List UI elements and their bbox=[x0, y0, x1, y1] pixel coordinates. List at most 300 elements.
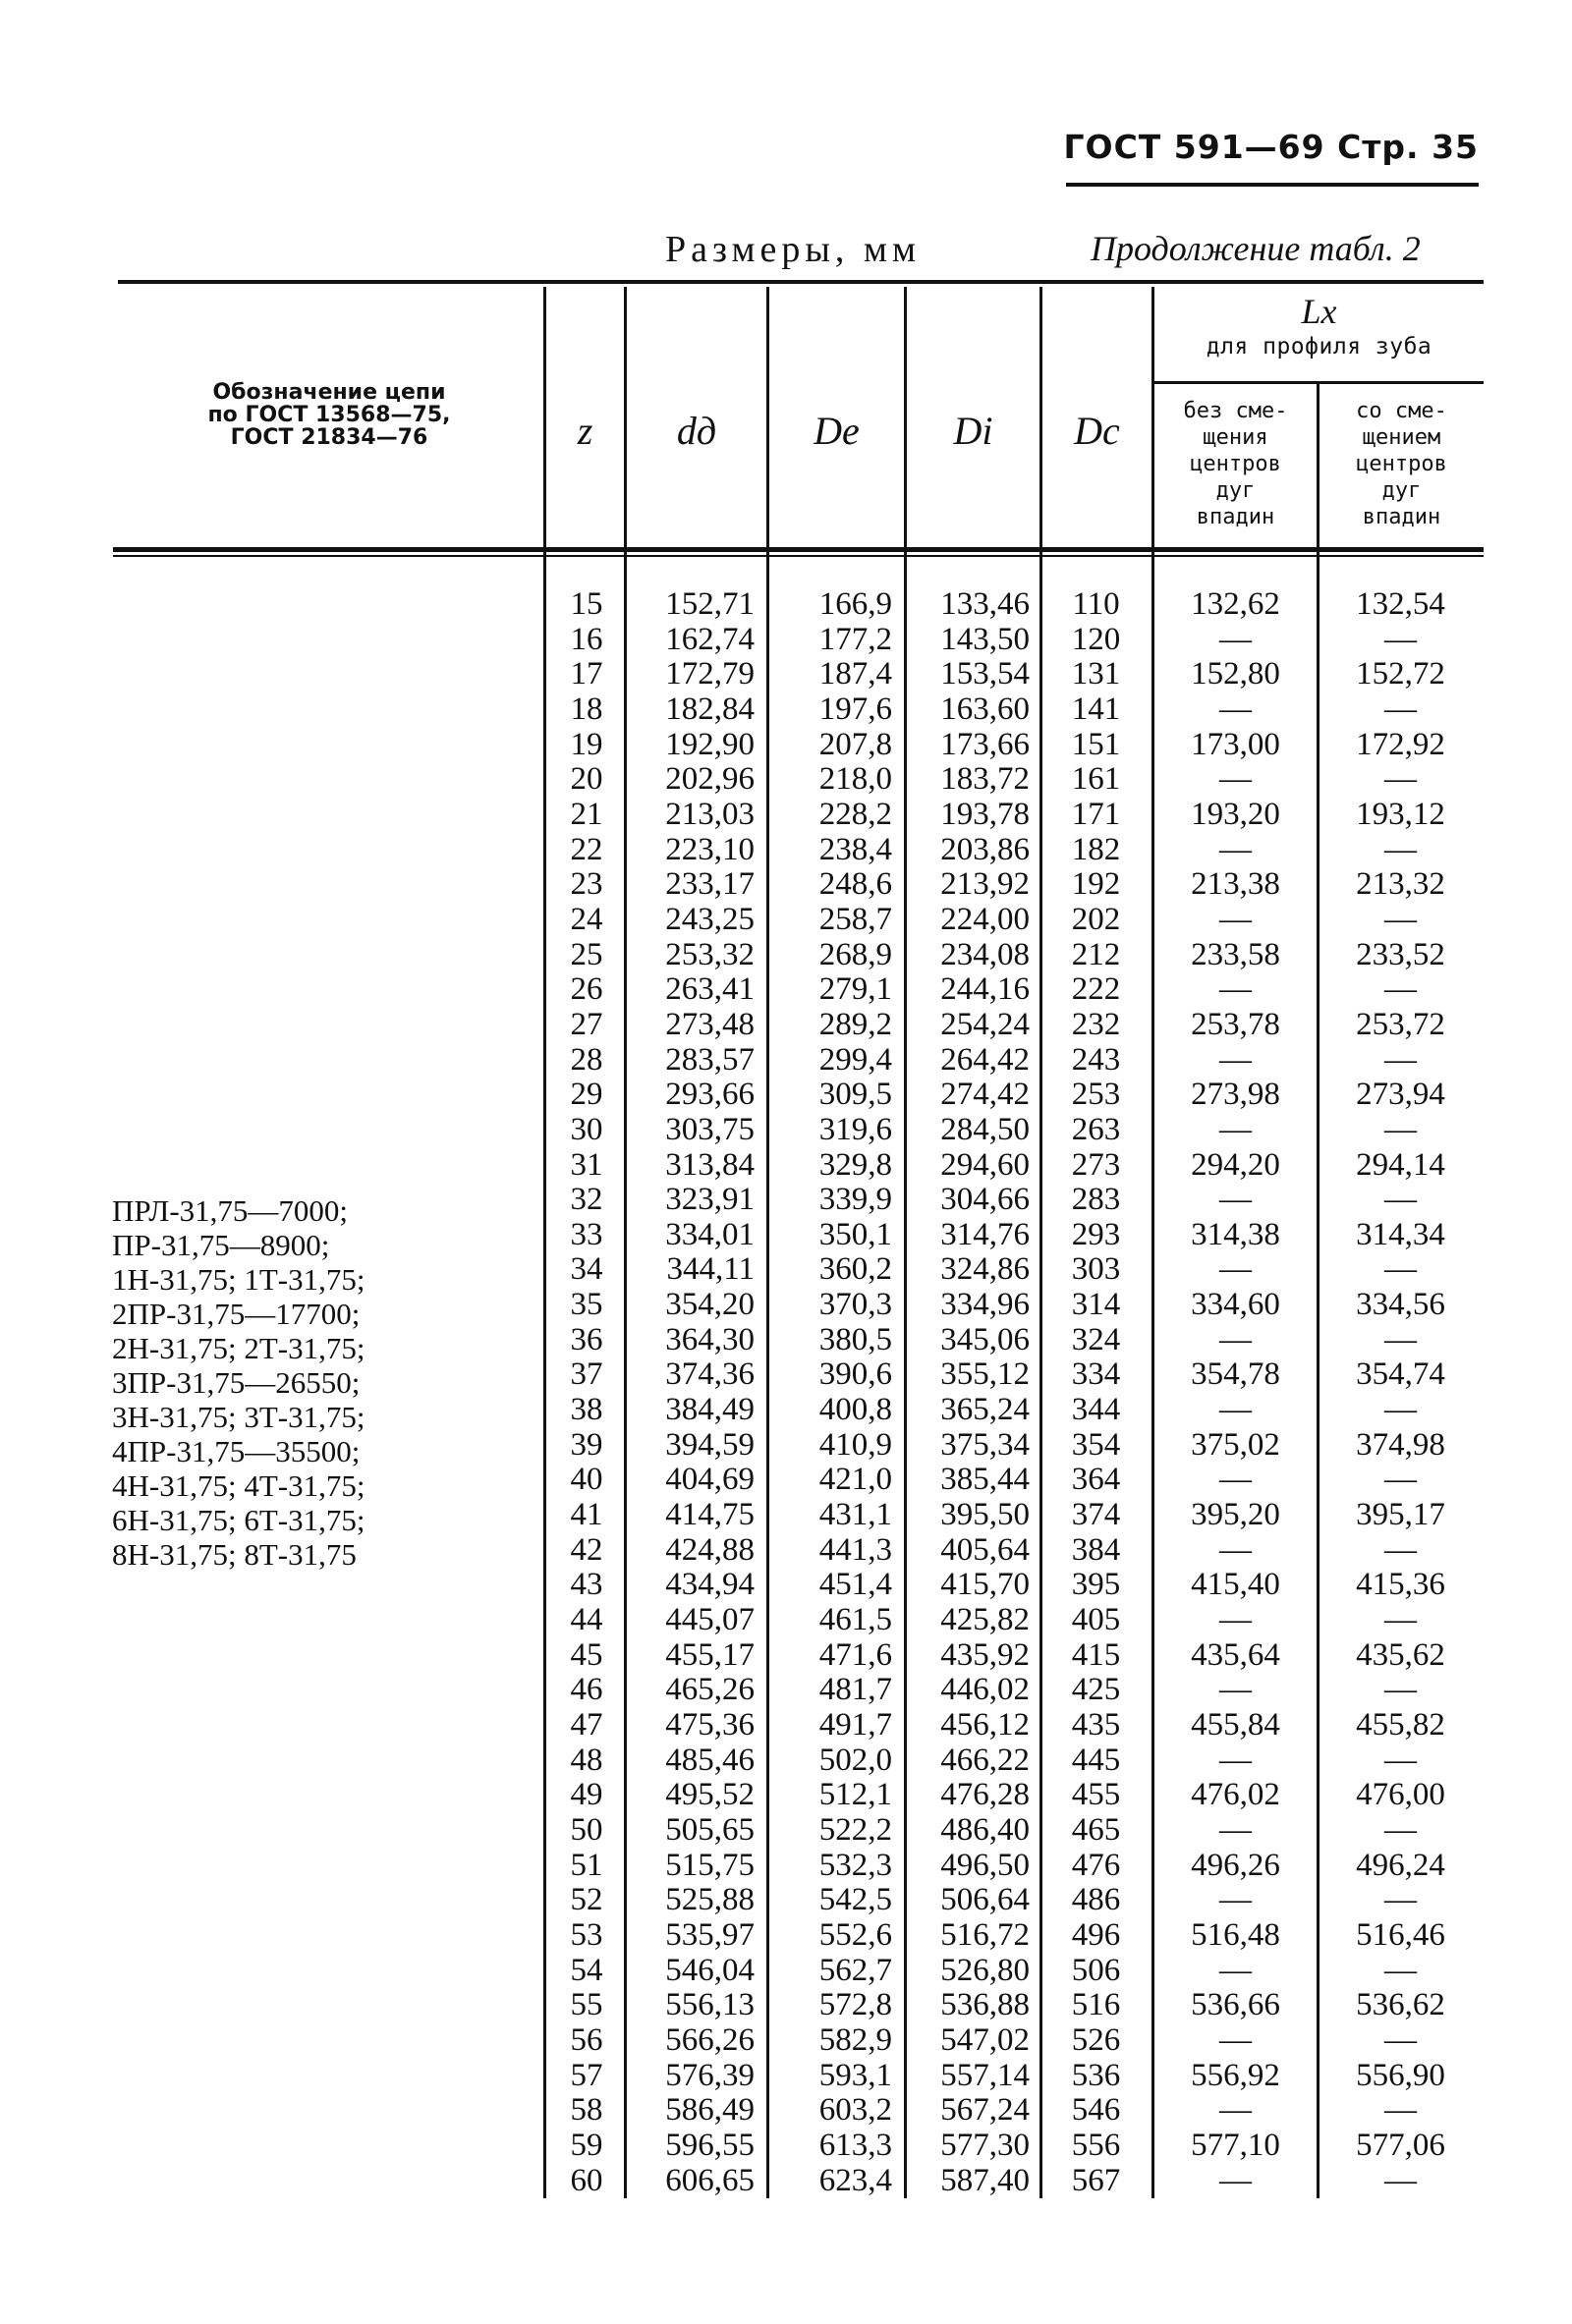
table-cell: 324,86 bbox=[940, 1251, 1030, 1288]
table-cell: 471,6 bbox=[818, 1636, 892, 1673]
column-divider bbox=[1151, 287, 1154, 2198]
table-cell: — bbox=[1219, 761, 1252, 798]
table-cell: — bbox=[1384, 1882, 1417, 1918]
table-cell: — bbox=[1219, 1882, 1252, 1918]
designation-line: 2Н-31,75; 2Т-31,75; bbox=[112, 1331, 365, 1365]
table-cell: — bbox=[1384, 1462, 1417, 1498]
table-cell: 465,26 bbox=[665, 1672, 755, 1708]
table-cell: 395,20 bbox=[1191, 1497, 1280, 1533]
table-cell: — bbox=[1384, 761, 1417, 798]
table-cell: — bbox=[1219, 1462, 1252, 1498]
table-cell: 496,50 bbox=[940, 1847, 1030, 1883]
table-cell: 303,75 bbox=[665, 1111, 755, 1147]
table-cell: — bbox=[1384, 1672, 1417, 1708]
table-cell: 623,4 bbox=[818, 2162, 892, 2198]
table-cell: 37 bbox=[570, 1356, 603, 1393]
table-cell: 526 bbox=[1071, 2021, 1121, 2058]
table-cell: 552,6 bbox=[818, 1916, 892, 1953]
table-cell: 187,4 bbox=[818, 656, 892, 692]
header-lx-shift: со сме- щением центров дуг впадин bbox=[1356, 399, 1447, 529]
table-cell: 445,07 bbox=[665, 1602, 755, 1638]
table-cell: 364 bbox=[1071, 1462, 1121, 1498]
table-cell: 476,02 bbox=[1191, 1777, 1280, 1813]
chain-designations bbox=[112, 1193, 365, 1572]
table-cell: — bbox=[1384, 2162, 1417, 2198]
table-cell: 535,97 bbox=[665, 1916, 755, 1953]
table-cell: 536,88 bbox=[940, 1987, 1030, 2023]
table-cell: 421,0 bbox=[818, 1462, 892, 1498]
table-cell: 56 bbox=[570, 2021, 603, 2058]
table-cell: — bbox=[1384, 901, 1417, 937]
table-cell: 29 bbox=[570, 1077, 603, 1113]
table-cell: 475,36 bbox=[665, 1707, 755, 1743]
table-cell: 526,80 bbox=[940, 1952, 1030, 1988]
table-cell: 547,02 bbox=[940, 2021, 1030, 2058]
table-cell: 20 bbox=[570, 761, 603, 798]
sizes-caption: Размеры, мм bbox=[665, 229, 922, 270]
table-cell: — bbox=[1219, 1251, 1252, 1288]
table-cell: 279,1 bbox=[818, 971, 892, 1008]
table-cell: 323,91 bbox=[665, 1182, 755, 1218]
table-cell: 35 bbox=[570, 1287, 603, 1323]
table-cell: 476 bbox=[1071, 1847, 1121, 1883]
table-cell: 172,79 bbox=[665, 656, 755, 692]
table-cell: 303 bbox=[1071, 1251, 1121, 1288]
table-cell: 26 bbox=[570, 971, 603, 1008]
table-cell: 455,82 bbox=[1356, 1707, 1445, 1743]
designation-line: 8Н-31,75; 8Т-31,75 bbox=[112, 1537, 357, 1572]
table-cell: 224,00 bbox=[940, 901, 1030, 937]
table-cell: 374 bbox=[1071, 1497, 1121, 1533]
table-cell: 213,03 bbox=[665, 796, 755, 832]
table-cell: 172,92 bbox=[1356, 726, 1445, 762]
table-cell: 274,42 bbox=[940, 1077, 1030, 1113]
table-cell: 238,4 bbox=[818, 831, 892, 867]
table-cell: 18 bbox=[570, 691, 603, 727]
table-cell: 30 bbox=[570, 1111, 603, 1147]
table-cell: 486 bbox=[1071, 1882, 1121, 1918]
table-cell: 24 bbox=[570, 901, 603, 937]
table-cell: 384 bbox=[1071, 1531, 1121, 1568]
table-cell: 232 bbox=[1071, 1006, 1121, 1042]
table-cell: 264,42 bbox=[940, 1041, 1030, 1078]
table-cell: 380,5 bbox=[818, 1321, 892, 1357]
table-cell: — bbox=[1219, 621, 1252, 657]
table-cell: 334 bbox=[1071, 1356, 1121, 1393]
table-cell: 415,40 bbox=[1191, 1567, 1280, 1603]
table-cell: 395 bbox=[1071, 1567, 1121, 1603]
table-cell: 152,80 bbox=[1191, 656, 1280, 692]
table-cell: 319,6 bbox=[818, 1111, 892, 1147]
table-cell: 485,46 bbox=[665, 1742, 755, 1778]
table-cell: 283 bbox=[1071, 1182, 1121, 1218]
table-cell: 141 bbox=[1071, 691, 1121, 727]
table-cell: 228,2 bbox=[818, 796, 892, 832]
header-dc: Dc bbox=[1074, 409, 1120, 453]
table-cell: 395,17 bbox=[1356, 1497, 1445, 1533]
table-cell: 415 bbox=[1071, 1636, 1121, 1673]
table-cell: 360,2 bbox=[818, 1251, 892, 1288]
designation-line: 3ПР-31,75—26550; bbox=[112, 1365, 361, 1400]
table-cell: — bbox=[1384, 1811, 1417, 1848]
table-cell: — bbox=[1219, 1952, 1252, 1988]
table-cell: — bbox=[1219, 1041, 1252, 1078]
table-cell: — bbox=[1219, 1811, 1252, 1848]
table-cell: 52 bbox=[570, 1882, 603, 1918]
table-cell: 283,57 bbox=[665, 1041, 755, 1078]
table-cell: — bbox=[1384, 691, 1417, 727]
table-cell: 202 bbox=[1071, 901, 1121, 937]
table-cell: 425 bbox=[1071, 1672, 1121, 1708]
table-cell: 435,64 bbox=[1191, 1636, 1280, 1673]
table-cell: 405 bbox=[1071, 1602, 1121, 1638]
table-cell: 451,4 bbox=[818, 1567, 892, 1603]
table-top-rule bbox=[118, 280, 1484, 284]
table-cell: 355,12 bbox=[940, 1356, 1030, 1393]
table-cell: 525,88 bbox=[665, 1882, 755, 1918]
table-cell: 263,41 bbox=[665, 971, 755, 1008]
table-cell: — bbox=[1219, 2092, 1252, 2129]
table-cell: 42 bbox=[570, 1531, 603, 1568]
column-dd bbox=[629, 587, 755, 2198]
table-cell: 192,90 bbox=[665, 726, 755, 762]
table-cell: 45 bbox=[570, 1636, 603, 1673]
table-cell: — bbox=[1384, 1392, 1417, 1428]
table-cell: 425,82 bbox=[940, 1602, 1030, 1638]
table-cell: 233,52 bbox=[1356, 936, 1445, 972]
table-cell: 49 bbox=[570, 1777, 603, 1813]
table-cell: 556,13 bbox=[665, 1987, 755, 2023]
table-cell: 455 bbox=[1071, 1777, 1121, 1813]
table-cell: 25 bbox=[570, 936, 603, 972]
table-cell: 222 bbox=[1071, 971, 1121, 1008]
table-cell: 374,98 bbox=[1356, 1426, 1445, 1463]
table-cell: 384,49 bbox=[665, 1392, 755, 1428]
table-cell: 161 bbox=[1071, 761, 1121, 798]
table-cell: — bbox=[1384, 1251, 1417, 1288]
table-cell: 375,34 bbox=[940, 1426, 1030, 1463]
table-cell: 313,84 bbox=[665, 1146, 755, 1183]
table-cell: 566,26 bbox=[665, 2021, 755, 2058]
table-cell: 394,59 bbox=[665, 1426, 755, 1463]
table-cell: 171 bbox=[1071, 796, 1121, 832]
table-cell: — bbox=[1219, 831, 1252, 867]
table-cell: 339,9 bbox=[818, 1182, 892, 1218]
table-cell: 370,3 bbox=[818, 1287, 892, 1323]
table-cell: 582,9 bbox=[818, 2021, 892, 2058]
table-cell: 33 bbox=[570, 1216, 603, 1252]
table-cell: 132,62 bbox=[1191, 586, 1280, 622]
table-cell: 324 bbox=[1071, 1321, 1121, 1357]
designation-line: 4ПР-31,75—35500; bbox=[112, 1434, 361, 1468]
header-di: Di bbox=[953, 409, 993, 453]
table-cell: 44 bbox=[570, 1602, 603, 1638]
table-cell: 143,50 bbox=[940, 621, 1030, 657]
table-cell: 213,32 bbox=[1356, 866, 1445, 903]
table-cell: 344,11 bbox=[666, 1251, 755, 1288]
column-divider bbox=[543, 287, 546, 2198]
table-cell: 577,30 bbox=[940, 2127, 1030, 2163]
table-cell: 273,48 bbox=[665, 1006, 755, 1042]
table-cell: 354,74 bbox=[1356, 1356, 1445, 1393]
table-cell: 542,5 bbox=[818, 1882, 892, 1918]
table-cell: 445 bbox=[1071, 1742, 1121, 1778]
table-cell: 435 bbox=[1071, 1707, 1121, 1743]
table-cell: 40 bbox=[570, 1462, 603, 1498]
table-cell: 57 bbox=[570, 2057, 603, 2093]
table-cell: 41 bbox=[570, 1497, 603, 1533]
table-cell: — bbox=[1384, 1321, 1417, 1357]
table-cell: 193,20 bbox=[1191, 796, 1280, 832]
table-cell: 55 bbox=[570, 1987, 603, 2023]
table-cell: 434,94 bbox=[665, 1567, 755, 1603]
continuation-caption: Продолжение табл. 2 bbox=[1091, 229, 1421, 268]
table-cell: 455,84 bbox=[1191, 1707, 1280, 1743]
column-divider bbox=[766, 287, 769, 2198]
table-cell: 253,32 bbox=[665, 936, 755, 972]
table-cell: 132,54 bbox=[1356, 586, 1445, 622]
table-cell: 166,9 bbox=[818, 586, 892, 622]
header-lx: Lx bbox=[1301, 292, 1337, 331]
table-cell: 415,70 bbox=[940, 1567, 1030, 1603]
table-cell: 556,92 bbox=[1191, 2057, 1280, 2093]
table-cell: 314,76 bbox=[940, 1216, 1030, 1252]
column-lx-no-shift bbox=[1159, 587, 1312, 2198]
table-cell: 263 bbox=[1071, 1111, 1121, 1147]
table-cell: 603,2 bbox=[818, 2092, 892, 2129]
table-cell: — bbox=[1219, 1111, 1252, 1147]
table-cell: 294,20 bbox=[1191, 1146, 1280, 1183]
header-bottom-rule-thin bbox=[113, 555, 1484, 557]
table-cell: 253 bbox=[1071, 1077, 1121, 1113]
table-cell: 47 bbox=[570, 1707, 603, 1743]
table-cell: 193,78 bbox=[940, 796, 1030, 832]
table-cell: 19 bbox=[570, 726, 603, 762]
table-cell: 546,04 bbox=[665, 1952, 755, 1988]
table-cell: 153,54 bbox=[940, 656, 1030, 692]
table-cell: 202,96 bbox=[665, 761, 755, 798]
table-cell: 314 bbox=[1071, 1287, 1121, 1323]
table-cell: 390,6 bbox=[818, 1356, 892, 1393]
table-cell: 431,1 bbox=[818, 1497, 892, 1533]
table-cell: 536,62 bbox=[1356, 1987, 1445, 2023]
table-cell: 404,69 bbox=[665, 1462, 755, 1498]
table-cell: 284,50 bbox=[940, 1111, 1030, 1147]
column-divider bbox=[1039, 287, 1042, 2198]
designation-line: 1Н-31,75; 1Т-31,75; bbox=[112, 1262, 365, 1297]
table-cell: 22 bbox=[570, 831, 603, 867]
table-cell: 596,55 bbox=[665, 2127, 755, 2163]
table-cell: — bbox=[1384, 1182, 1417, 1218]
table-cell: 567 bbox=[1071, 2162, 1121, 2198]
table-cell: 293 bbox=[1071, 1216, 1121, 1252]
table-cell: 516 bbox=[1071, 1987, 1121, 2023]
table-cell: 248,6 bbox=[818, 866, 892, 903]
table-cell: 32 bbox=[570, 1182, 603, 1218]
table-cell: 435,62 bbox=[1356, 1636, 1445, 1673]
table-cell: 27 bbox=[570, 1006, 603, 1042]
table-cell: 34 bbox=[570, 1251, 603, 1288]
table-cell: 593,1 bbox=[818, 2057, 892, 2093]
table-cell: 15 bbox=[570, 586, 603, 622]
table-cell: — bbox=[1219, 1182, 1252, 1218]
table-cell: — bbox=[1219, 901, 1252, 937]
table-cell: 183,72 bbox=[940, 761, 1030, 798]
table-cell: 562,7 bbox=[818, 1952, 892, 1988]
table-cell: 152,71 bbox=[665, 586, 755, 622]
table-cell: 491,7 bbox=[818, 1707, 892, 1743]
table-cell: 516,48 bbox=[1191, 1916, 1280, 1953]
table-cell: 522,2 bbox=[818, 1811, 892, 1848]
table-cell: 334,01 bbox=[665, 1216, 755, 1252]
table-cell: 17 bbox=[570, 656, 603, 692]
table-cell: 213,38 bbox=[1191, 866, 1280, 903]
table-cell: 385,44 bbox=[940, 1462, 1030, 1498]
table-cell: — bbox=[1219, 971, 1252, 1008]
table-cell: 54 bbox=[570, 1952, 603, 1988]
table-cell: 334,60 bbox=[1191, 1287, 1280, 1323]
table-cell: 576,39 bbox=[665, 2057, 755, 2093]
table-cell: 516,46 bbox=[1356, 1916, 1445, 1953]
table-cell: 243 bbox=[1071, 1041, 1121, 1078]
table-cell: 309,5 bbox=[818, 1077, 892, 1113]
table-cell: 435,92 bbox=[940, 1636, 1030, 1673]
table-cell: 21 bbox=[570, 796, 603, 832]
column-di bbox=[910, 587, 1030, 2198]
table-cell: 31 bbox=[570, 1146, 603, 1183]
table-cell: 496,24 bbox=[1356, 1847, 1445, 1883]
table-cell: 405,64 bbox=[940, 1531, 1030, 1568]
header-dd: dд bbox=[676, 409, 717, 453]
table-cell: 441,3 bbox=[818, 1531, 892, 1568]
table-cell: 50 bbox=[570, 1811, 603, 1848]
table-cell: — bbox=[1384, 831, 1417, 867]
table-cell: 244,16 bbox=[940, 971, 1030, 1008]
table-cell: — bbox=[1384, 2021, 1417, 2058]
table-cell: 375,02 bbox=[1191, 1426, 1280, 1463]
table-cell: 173,66 bbox=[940, 726, 1030, 762]
table-cell: 293,66 bbox=[665, 1077, 755, 1113]
table-cell: 536,66 bbox=[1191, 1987, 1280, 2023]
table-cell: 197,6 bbox=[818, 691, 892, 727]
table-cell: — bbox=[1219, 1531, 1252, 1568]
table-cell: 233,58 bbox=[1191, 936, 1280, 972]
table-cell: 496,26 bbox=[1191, 1847, 1280, 1883]
table-cell: 334,56 bbox=[1356, 1287, 1445, 1323]
table-cell: 476,00 bbox=[1356, 1777, 1445, 1813]
column-divider bbox=[1317, 384, 1319, 2198]
table-cell: 213,92 bbox=[940, 866, 1030, 903]
table-cell: 36 bbox=[570, 1321, 603, 1357]
table-cell: 254,24 bbox=[940, 1006, 1030, 1042]
table-cell: 294,60 bbox=[940, 1146, 1030, 1183]
table-cell: 365,24 bbox=[940, 1392, 1030, 1428]
table-cell: 182 bbox=[1071, 831, 1121, 867]
table-cell: 455,17 bbox=[665, 1636, 755, 1673]
table-cell: 586,49 bbox=[665, 2092, 755, 2129]
table-cell: 344 bbox=[1071, 1392, 1121, 1428]
table-cell: 299,4 bbox=[818, 1041, 892, 1078]
table-cell: 572,8 bbox=[818, 1987, 892, 2023]
table-cell: 43 bbox=[570, 1567, 603, 1603]
table-cell: 505,65 bbox=[665, 1811, 755, 1848]
table-cell: 218,0 bbox=[818, 761, 892, 798]
table-cell: 567,24 bbox=[940, 2092, 1030, 2129]
table-cell: 400,8 bbox=[818, 1392, 892, 1428]
table-cell: — bbox=[1384, 1742, 1417, 1778]
designation-line: 2ПР-31,75—17700; bbox=[112, 1297, 361, 1331]
table-cell: — bbox=[1219, 1602, 1252, 1638]
designation-line: 4Н-31,75; 4Т-31,75; bbox=[112, 1468, 365, 1503]
table-cell: — bbox=[1384, 2092, 1417, 2129]
table-cell: 345,06 bbox=[940, 1321, 1030, 1357]
table-cell: 506,64 bbox=[940, 1882, 1030, 1918]
table-cell: 512,1 bbox=[818, 1777, 892, 1813]
designation-line: 6Н-31,75; 6Т-31,75; bbox=[112, 1503, 365, 1537]
table-cell: 182,84 bbox=[665, 691, 755, 727]
column-divider bbox=[624, 287, 627, 2198]
table-cell: 536 bbox=[1071, 2057, 1121, 2093]
designation-line: ПРЛ-31,75—7000; bbox=[112, 1193, 349, 1228]
table-cell: 587,40 bbox=[940, 2162, 1030, 2198]
table-cell: 258,7 bbox=[818, 901, 892, 937]
column-divider bbox=[904, 287, 907, 2198]
table-cell: 59 bbox=[570, 2127, 603, 2163]
table-cell: 38 bbox=[570, 1392, 603, 1428]
table-cell: — bbox=[1384, 1531, 1417, 1568]
table-cell: 203,86 bbox=[940, 831, 1030, 867]
table-cell: — bbox=[1384, 971, 1417, 1008]
header-de: Dе bbox=[814, 409, 860, 453]
table-cell: 23 bbox=[570, 866, 603, 903]
table-cell: — bbox=[1384, 1041, 1417, 1078]
table-cell: 53 bbox=[570, 1916, 603, 1953]
designation-line: ПР-31,75—8900; bbox=[112, 1228, 330, 1262]
header-z: z bbox=[577, 409, 593, 453]
table-cell: 304,66 bbox=[940, 1182, 1030, 1218]
table-cell: 364,30 bbox=[665, 1321, 755, 1357]
table-cell: 314,34 bbox=[1356, 1216, 1445, 1252]
table-cell: 314,38 bbox=[1191, 1216, 1280, 1252]
table-cell: 395,50 bbox=[940, 1497, 1030, 1533]
table-cell: 58 bbox=[570, 2092, 603, 2129]
table-cell: 465 bbox=[1071, 1811, 1121, 1848]
table-cell: — bbox=[1219, 1321, 1252, 1357]
table-cell: 481,7 bbox=[818, 1672, 892, 1708]
table-cell: 133,46 bbox=[940, 586, 1030, 622]
table-cell: 334,96 bbox=[940, 1287, 1030, 1323]
table-cell: 486,40 bbox=[940, 1811, 1030, 1848]
header-lx-no-shift: без сме- щения центров дуг впадин bbox=[1183, 399, 1288, 529]
table-cell: 152,72 bbox=[1356, 656, 1445, 692]
table-cell: 456,12 bbox=[940, 1707, 1030, 1743]
table-cell: 495,52 bbox=[665, 1777, 755, 1813]
table-cell: 557,14 bbox=[940, 2057, 1030, 2093]
table-cell: 516,72 bbox=[940, 1916, 1030, 1953]
table-cell: 46 bbox=[570, 1672, 603, 1708]
table-cell: — bbox=[1384, 1111, 1417, 1147]
table-cell: 354 bbox=[1071, 1426, 1121, 1463]
table-cell: 546 bbox=[1071, 2092, 1121, 2129]
table-cell: 16 bbox=[570, 621, 603, 657]
table-cell: 476,28 bbox=[940, 1777, 1030, 1813]
table-cell: 350,1 bbox=[818, 1216, 892, 1252]
table-cell: 496 bbox=[1071, 1916, 1121, 1953]
table-cell: 532,3 bbox=[818, 1847, 892, 1883]
table-cell: 151 bbox=[1071, 726, 1121, 762]
table-cell: 223,10 bbox=[665, 831, 755, 867]
table-cell: — bbox=[1219, 1672, 1252, 1708]
